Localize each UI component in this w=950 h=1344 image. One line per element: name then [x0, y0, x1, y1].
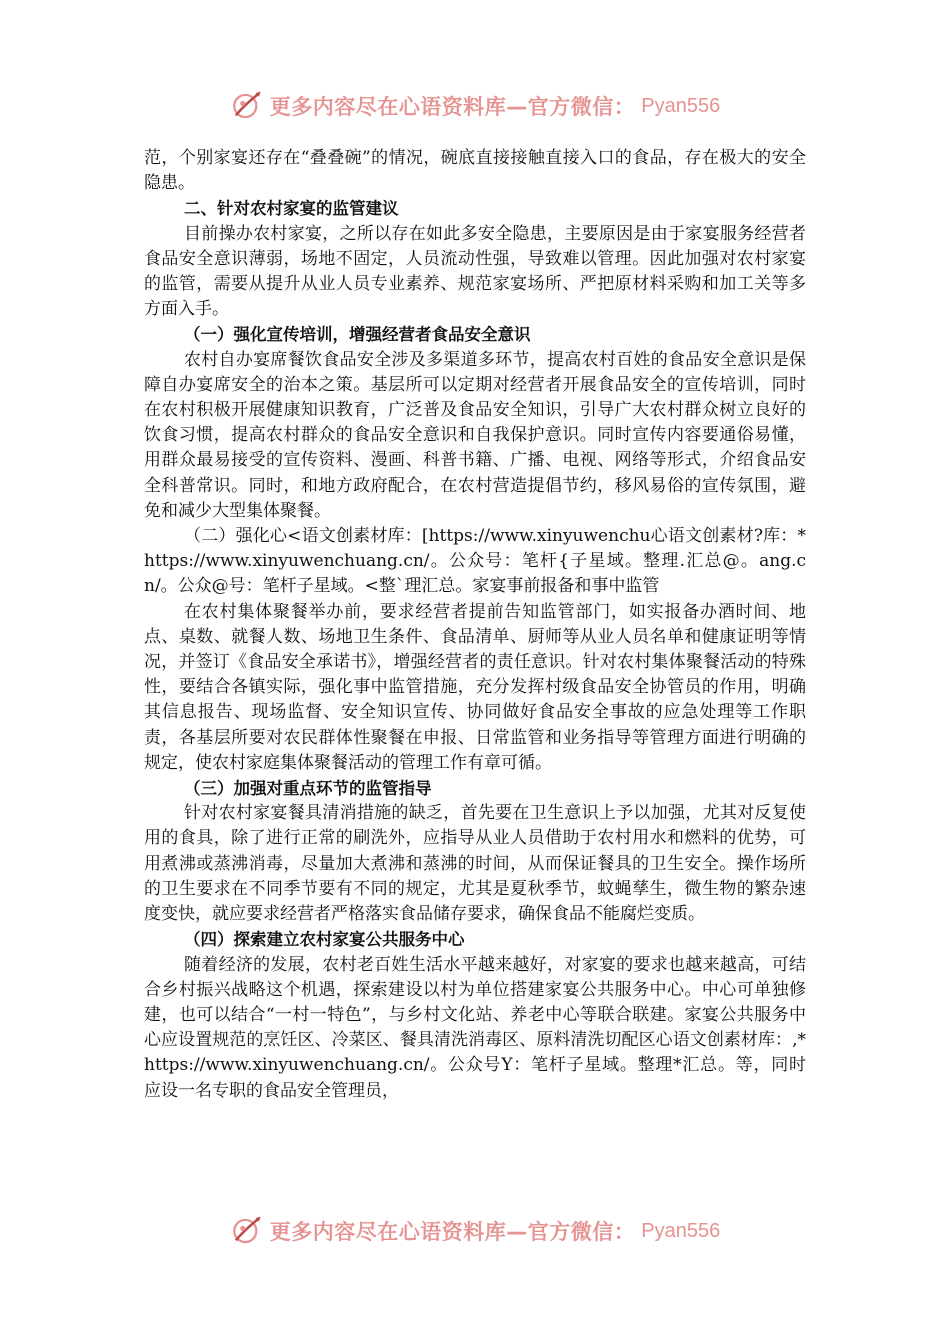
header-banner-text: 更多内容尽在心语资料库—官方微信：: [269, 95, 636, 119]
paragraph-training: 农村自办宴席餐饮食品安全涉及多渠道多环节，提高农村百姓的食品安全意识是保障自办宴席安全的治本之策。基层所可以定期对经营者开展食品安全的宣传培训，同时在农村积极开展健康知识教育，广泛普及食品安全知识，引导广大农村群众树立良好的饮食习惯，提高农村群众的食品安全意识和自我保护意识。同时宣传内容要通俗易懂，用群众最易接受的宣传资料、漫画、科普书籍、广播、电视、网络等形式，介绍食品安全科普常识。同时，和地方政府配合，在农村营造提倡节约，移风易俗的宣传氛围，避免和减少大型集体聚餐。: [144, 349, 806, 521]
subheading-1: （一）强化宣传培训，增强经营者食品安全意识: [184, 325, 531, 345]
header-banner: [0, 86, 950, 126]
document-body: [144, 146, 806, 1104]
subheading-4: （四）探索建立农村家宴公共服务中心: [184, 930, 465, 950]
footer-banner-text: 更多内容尽在心语资料库—官方微信：: [269, 1220, 636, 1244]
paragraph-service-center: 随着经济的发展，农村老百姓生活水平越来越好，对家宴的要求也越来越高，可结合乡村振兴战略这个机遇，探索建设以村为单位搭建家宴公共服务中心。中心可单独修建，也可以结合“一村一特色”，与乡村文化站、养老中心等联合联建。家宴公共服务中心应设置规范的烹饪区、冷菜区、餐具清洗消毒区、原料清洗切配区心语文创素材库：,*https://www.xinyuwenchuang.cn/。公众号Y：笔杆子星域。整理*汇总。等，同时应设一名专职的食品安全管理员，: [144, 954, 806, 1101]
paragraph-key-links: 针对农村家宴餐具清消措施的缺乏，首先要在卫生意识上予以加强，尤其对反复使用的食具，除了进行正常的刷洗外，应指导从业人员借助于农村用水和燃料的优势，可用煮沸或蒸沸消毒，尽量加大煮沸和蒸沸的时间，从而保证餐具的卫生安全。操作场所的卫生要求在不同季节要有不同的规定，尤其是夏秋季节，蚊蝇孳生，微生物的繁杂速度变快，就应要求经营者严格落实食品储存要求，确保食品不能腐烂变质。: [144, 803, 806, 925]
header-banner-account: Pyan556: [641, 94, 721, 117]
logo-icon: [230, 89, 264, 123]
subheading-3: （三）加强对重点环节的监管指导: [184, 779, 432, 799]
paragraph-reporting: 在农村集体聚餐举办前，要求经营者提前告知监管部门，如实报备办酒时间、地点、桌数、就餐人数、场地卫生条件、食品清单、厨师等从业人员名单和健康证明等情况，并签订《食品安全承诺书》，增强经营者的责任意识。针对农村集体聚餐活动的特殊性，要结合各镇实际，强化事中监管措施，充分发挥村级食品安全协管员的作用，明确其信息报告、现场监督、安全知识宣传、协同做好食品安全事故的应急处理等工作职责，各基层所要对农民群体性聚餐在申报、日常监管和业务指导等管理方面进行明确的规定，使农村家庭集体聚餐活动的管理工作有章可循。: [144, 601, 806, 773]
section-heading-2: 二、针对农村家宴的监管建议: [184, 199, 399, 219]
paragraph-intro: 目前操办农村家宴，之所以存在如此多安全隐患，主要原因是由于家宴服务经营者食品安全意识薄弱，场地不固定，人员流动性强，导致难以管理。因此加强对农村家宴的监管，需要从提升从业人员专业素养、规范家宴场所、严把原材料采购和加工关等多方面入手。: [144, 223, 806, 320]
subheading-2: （二）强化心<语文创素材库：[https://www.xinyuwenchu心语文创素材?库：*https://www.xinyuwenchuang.cn/。公众号：笔杆{子星域。整理.汇总@。ang.cn/。公众@号：笔杆子星域。<整`理汇总。家宴事前报备和事中监管: [144, 526, 806, 597]
paragraph-continuation: 范，个别家宴还存在“叠叠碗”的情况，碗底直接接触直接入口的食品，存在极大的安全隐患。: [144, 148, 806, 194]
logo-icon: [230, 1214, 264, 1248]
footer-banner-account: Pyan556: [641, 1219, 721, 1242]
footer-banner: [0, 1211, 950, 1251]
